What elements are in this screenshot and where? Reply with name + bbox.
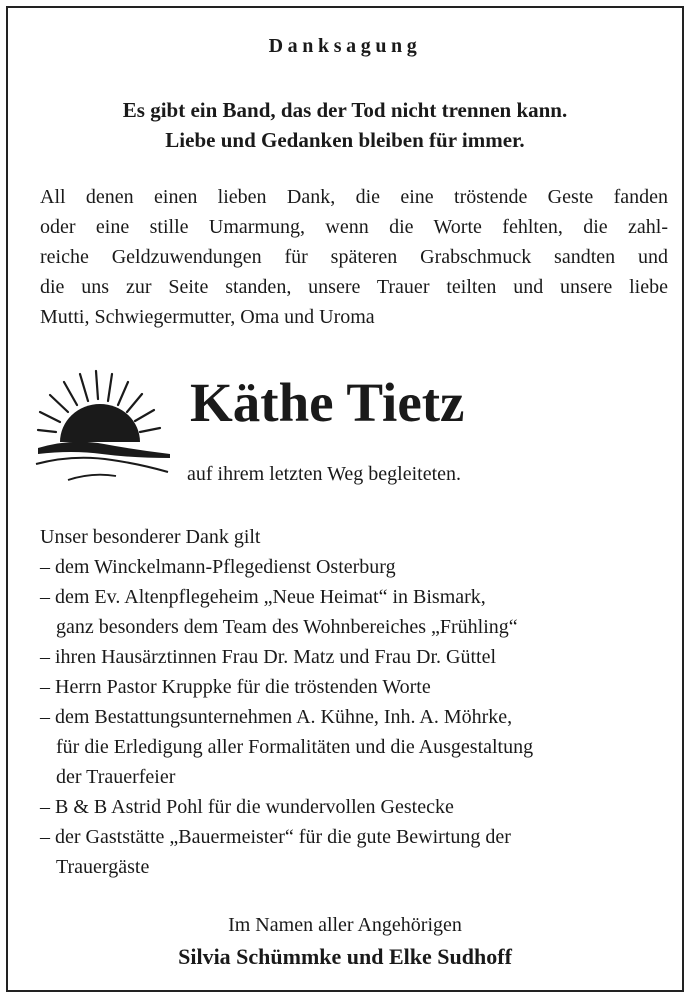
thanks-line: – dem Winckelmann-Pflegedienst Osterburg: [40, 556, 396, 578]
after-name-text: auf ihrem letzten Weg begleiteten.: [187, 463, 462, 485]
intro-line: reiche Geldzuwendungen für späteren Grabschmuck sandten und: [40, 246, 668, 268]
thanks-line: – ihren Hausärztinnen Frau Dr. Matz und Frau Dr. Güttel: [40, 646, 497, 668]
thanks-line: für die Erledigung aller Formalitäten und die Ausgestaltung: [56, 736, 534, 758]
deceased-name: Käthe Tietz: [190, 372, 465, 433]
setting-sun-icon: [32, 368, 174, 488]
notice-frame: [6, 6, 684, 992]
intro-line: Mutti, Schwiegermutter, Oma und Uroma: [40, 306, 375, 328]
thanks-intro: Unser besonderer Dank gilt: [40, 526, 261, 548]
intro-line: All denen einen lieben Dank, die eine tröstende Geste fanden: [40, 186, 668, 208]
thanks-line: – B & B Astrid Pohl für die wundervollen Gestecke: [40, 796, 454, 818]
thanks-line: ganz besonders dem Team des Wohnbereiches „Frühling“: [56, 616, 518, 638]
intro-line: oder eine stille Umarmung, wenn die Worte fehlten, die zahl-: [40, 216, 668, 238]
intro-paragraph: [40, 182, 668, 332]
closing-text: Im Namen aller Angehörigen: [228, 914, 462, 936]
thanks-line: der Trauerfeier: [56, 766, 176, 788]
thanks-line: – dem Ev. Altenpflegeheim „Neue Heimat“ in Bismark,: [40, 586, 486, 608]
signers: Silvia Schümmke und Elke Sudhoff: [178, 944, 512, 969]
thanks-section: [40, 522, 680, 882]
thanks-line: – dem Bestattungsunternehmen A. Kühne, Inh. A. Möhrke,: [40, 706, 513, 728]
motto-line: Es gibt ein Band, das der Tod nicht trennen kann.: [122, 98, 568, 122]
motto: [8, 95, 682, 155]
thanks-line: – Herrn Pastor Kruppke für die tröstenden Worte: [40, 676, 431, 698]
thanks-line: – der Gaststätte „Bauermeister“ für die gute Bewirtung der: [40, 826, 511, 848]
motto-line: Liebe und Gedanken bleiben für immer.: [165, 128, 525, 152]
notice-heading: Danksagung: [268, 35, 422, 57]
thanks-line: Trauergäste: [56, 856, 150, 878]
intro-line: die uns zur Seite standen, unsere Trauer teilten und unsere liebe: [40, 276, 668, 298]
